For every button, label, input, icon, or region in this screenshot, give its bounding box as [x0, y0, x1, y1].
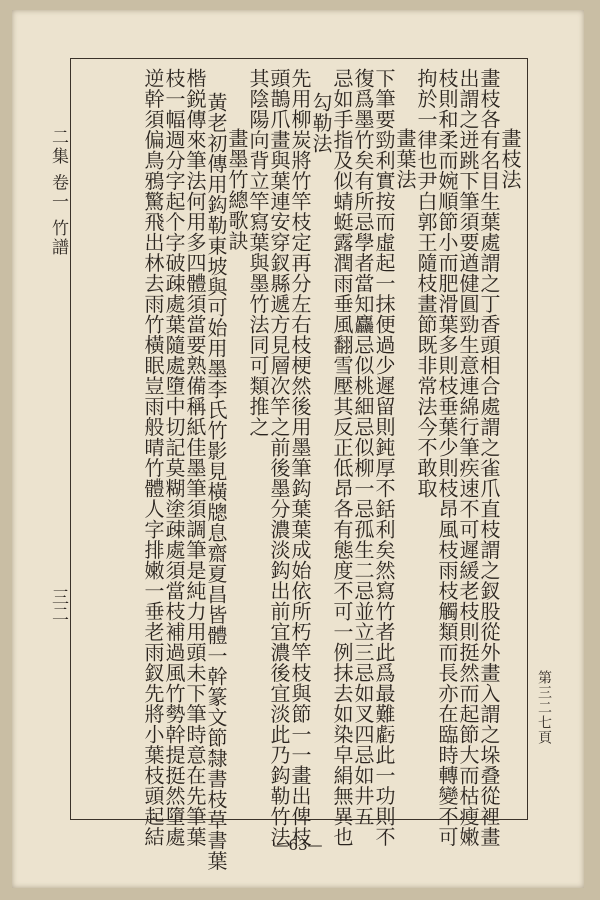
text-column: 畫枝法 [498, 128, 522, 190]
text-column: 先用柳炭將竹竿枝定再分左右枝梗然後用墨筆鈎葉葉成始依所朽竿枝與節一一畫出俾枝 [288, 68, 312, 847]
text-column: 畫枝各有名目生葉處謂之丁香頭相合處謂之雀爪直枝謂之釵股從外畫入謂之垛叠從裡畫 [477, 68, 501, 847]
page-number: —63— [273, 836, 323, 854]
text-column: 枝則和柔而婉順節小而肥滑葉多則枝垂葉少則枝昂風枝雨枝觸類而長亦在臨時轉變不可 [435, 68, 459, 847]
document-page [12, 10, 584, 888]
margin-page-label: 第三二七頁 [536, 670, 552, 745]
text-column: 忌如手指及似蜻蜓露潤雨垂風翻雪壓其反正低昂各有態度不可一例抹去如染皁絹無異也 [330, 68, 354, 847]
text-column: 其陰陽向背立竿寫葉與墨竹法同可類推之 [246, 68, 270, 437]
text-column: 拘於一律也尹白郭王隨枝畫節既非常法今不敢取 [414, 68, 438, 499]
text-column: 黃老初傳用鈎勒東坡與可始用墨李氏竹影見橫牕息齋夏昌皆體一幹篆文節隸書枝草書葉 [204, 92, 228, 871]
text-column: 楷鋭傳來筆法何用多四體須當要熟備稱紙佳墨筆須調筆是純力用頭未下筆時意在先筆葉 [183, 68, 207, 847]
text-column: 逆幹須偏鳥鴉驚飛出林去雨竹橫眠豈雨般晴竹體人字排嫩一垂老雨釵先將小葉枝頭起結 [141, 68, 165, 847]
margin-section-page: 三二 [48, 588, 68, 622]
text-column: 勾勒法 [309, 92, 333, 154]
text-column: 枝一幅週分字起个字破疎處葉隨處墮中切記莫糊塗疎處須當枝補過風竹勢幹提挺然墮處 [162, 68, 186, 847]
text-column: 復爲墨竹矣有所忌學者當知麤忌似桃細忌似柳一忌孤生二忌並立三忌如叉四忌如井五 [351, 68, 375, 827]
text-column: 畫墨竹總歌訣 [225, 128, 249, 251]
text-column: 出謂之迸跳下筆須要遒健圓勁生意連綿行筆疾速不可遲緩老枝則挺然而起節大而枯瘦嫩 [456, 68, 480, 847]
margin-section-title: 二集 卷一 竹譜 [48, 128, 68, 257]
text-column: 下筆要勁利實按而虛起一抹便過少遲留則鈍厚不銛利矣然寫竹者此爲最難虧此一功則不 [372, 68, 396, 847]
text-column: 頭鵲爪畫與葉連安穿釵縣遞方見層次竿之前後墨分濃淡鈎出前宜濃後宜淡此乃鈎勒竹法 [267, 68, 291, 847]
text-column: 畫葉法 [393, 128, 417, 190]
